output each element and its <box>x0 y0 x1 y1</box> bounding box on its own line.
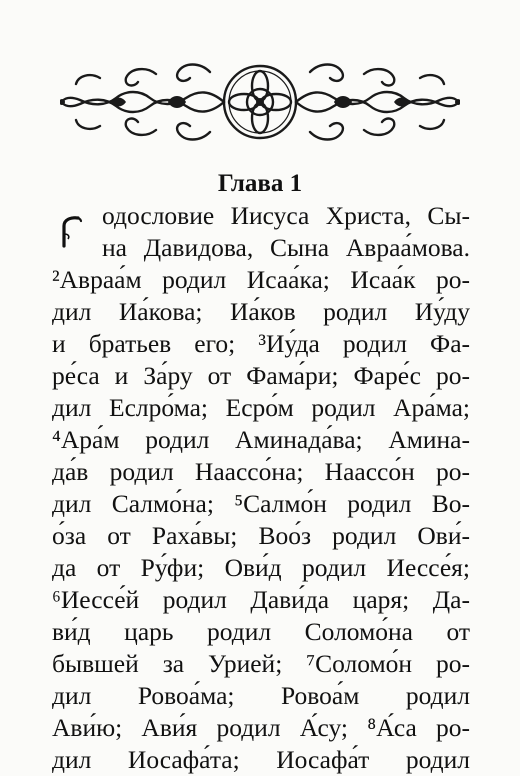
ornament-headpiece <box>60 60 460 144</box>
text-line: о́за от Раха́вы; Воо́з родил Ови́- <box>52 521 470 550</box>
text-line: дил Салмо́на; ⁵Салмо́н родил Во- <box>52 489 470 518</box>
text-line: ре́са и За́ру от Фама́ри; Фаре́с ро- <box>52 361 470 390</box>
text-line: ⁴Ара́м родил Аминада́ва; Амина- <box>52 425 470 454</box>
text-line: да́в родил Наассо́на; Наассо́н ро- <box>52 457 470 486</box>
text-line: бывшей за Урией; ⁷Соломо́н ро- <box>52 649 470 678</box>
text-line: на Давидова, Сына Авраа́мова. <box>102 233 470 262</box>
text-line: дил Иа́кова; Иа́ков родил Иу́ду <box>52 297 470 326</box>
text-line: дил Иосафа́та; Иосафа́т родил <box>52 745 470 774</box>
text-line: и братьев его; ³Иу́да родил Фа- <box>52 329 470 358</box>
text-line: дил Ровоа́ма; Ровоа́м родил <box>52 681 470 710</box>
text-line: Ави́ю; Ави́я родил А́су; ⁸А́са ро- <box>52 713 470 742</box>
chapter-heading: Глава 1 <box>217 170 303 197</box>
text-line: ²Авраа́м родил Исаа́ка; Исаа́к ро- <box>52 265 470 294</box>
text-line: ви́д царь родил Соломо́на от <box>52 617 470 646</box>
text-line: да от Ру́фи; Ови́д родил Иессе́я; <box>52 553 470 582</box>
text-line: одословие Иисуса Христа, Сы- <box>102 201 470 230</box>
text-line: ⁶Иессе́й родил Дави́да царя; Да- <box>52 585 470 614</box>
text-line: дил Еслро́ма; Есро́м родил Ара́ма; <box>52 393 470 422</box>
